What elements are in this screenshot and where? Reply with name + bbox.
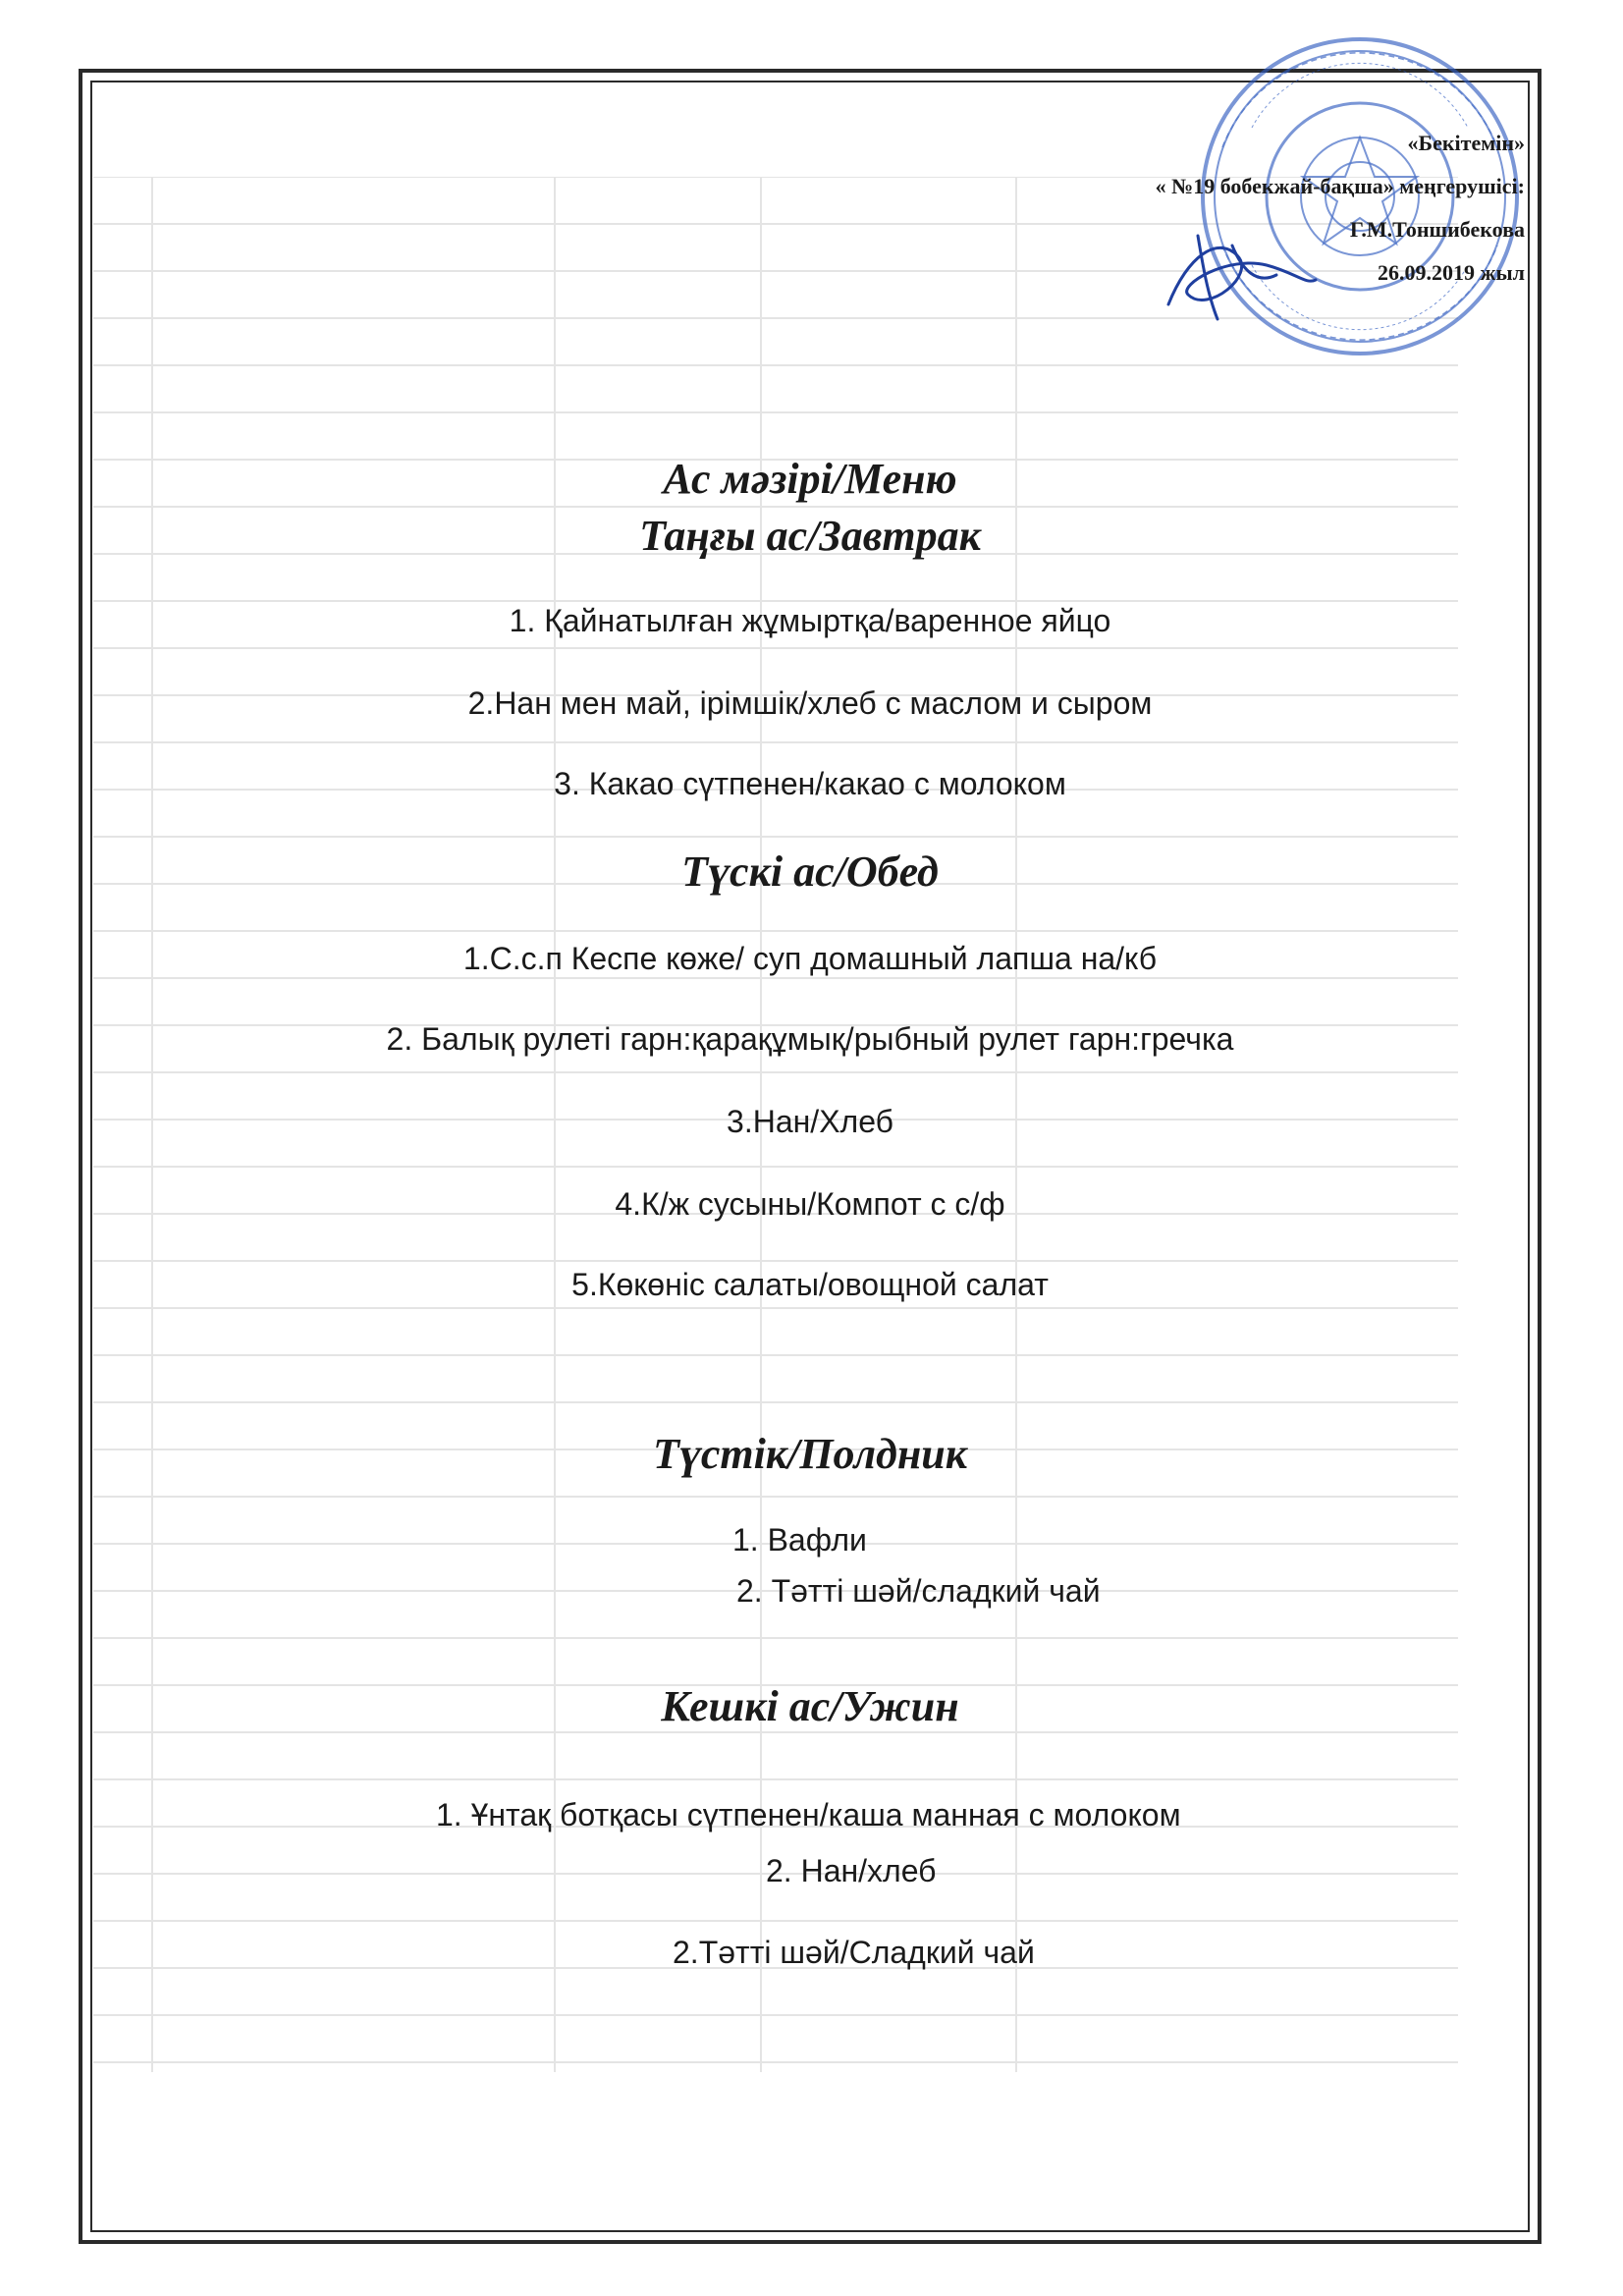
section-heading-dinner: Кешкі ас/Ужин	[661, 1682, 959, 1730]
section-heading-breakfast: Таңғы ас/Завтрак	[639, 512, 981, 560]
section-heading-lunch: Түскі ас/Обед	[681, 847, 939, 896]
list-item: 1.С.с.п Кеспе көже/ суп домашный лапша на/кб	[462, 941, 1158, 976]
list-item: 2. Тәтті шәй/сладкий чай	[736, 1573, 1101, 1609]
page-border-inner	[90, 81, 1530, 2232]
section-heading-snack: Түстік/Полдник	[652, 1430, 968, 1478]
list-item: 2.Тәтті шәй/Сладкий чай	[673, 1935, 1035, 1970]
approval-date: 26.09.2019 жыл	[1378, 260, 1525, 285]
list-item: 1. Қайнатылған жұмыртқа/варенное яйцо	[509, 603, 1111, 638]
list-item: 1. Ұнтақ ботқасы сүтпенен/каша манная с молоком	[436, 1797, 1181, 1832]
list-item: 2. Нан/хлеб	[766, 1853, 937, 1888]
list-item: 2. Балық рулеті гарн:қарақұмық/рыбный рулет гарн:гречка	[386, 1021, 1234, 1057]
approval-name: Г.М.Тоншибекова	[1349, 217, 1525, 242]
page-title: Ас мәзірі/Меню	[663, 455, 957, 503]
list-item: 1. Вафли	[732, 1522, 867, 1558]
list-item: 5.Көкөніс салаты/овощной салат	[571, 1267, 1049, 1302]
list-item: 2.Нан мен май, ірімшік/хлеб с маслом и сыром	[467, 685, 1153, 721]
list-item: 3. Какао сүтпенен/какао с молоком	[554, 766, 1066, 801]
approval-block	[1156, 133, 1525, 305]
approval-position: « №19 бобекжай-бақша» меңгерушісі:	[1155, 174, 1525, 198]
list-item: 4.К/ж сусыны/Компот с с/ф	[615, 1186, 1005, 1222]
list-item: 3.Нан/Хлеб	[727, 1104, 893, 1139]
approval-heading: «Бекітемін»	[1407, 131, 1525, 155]
